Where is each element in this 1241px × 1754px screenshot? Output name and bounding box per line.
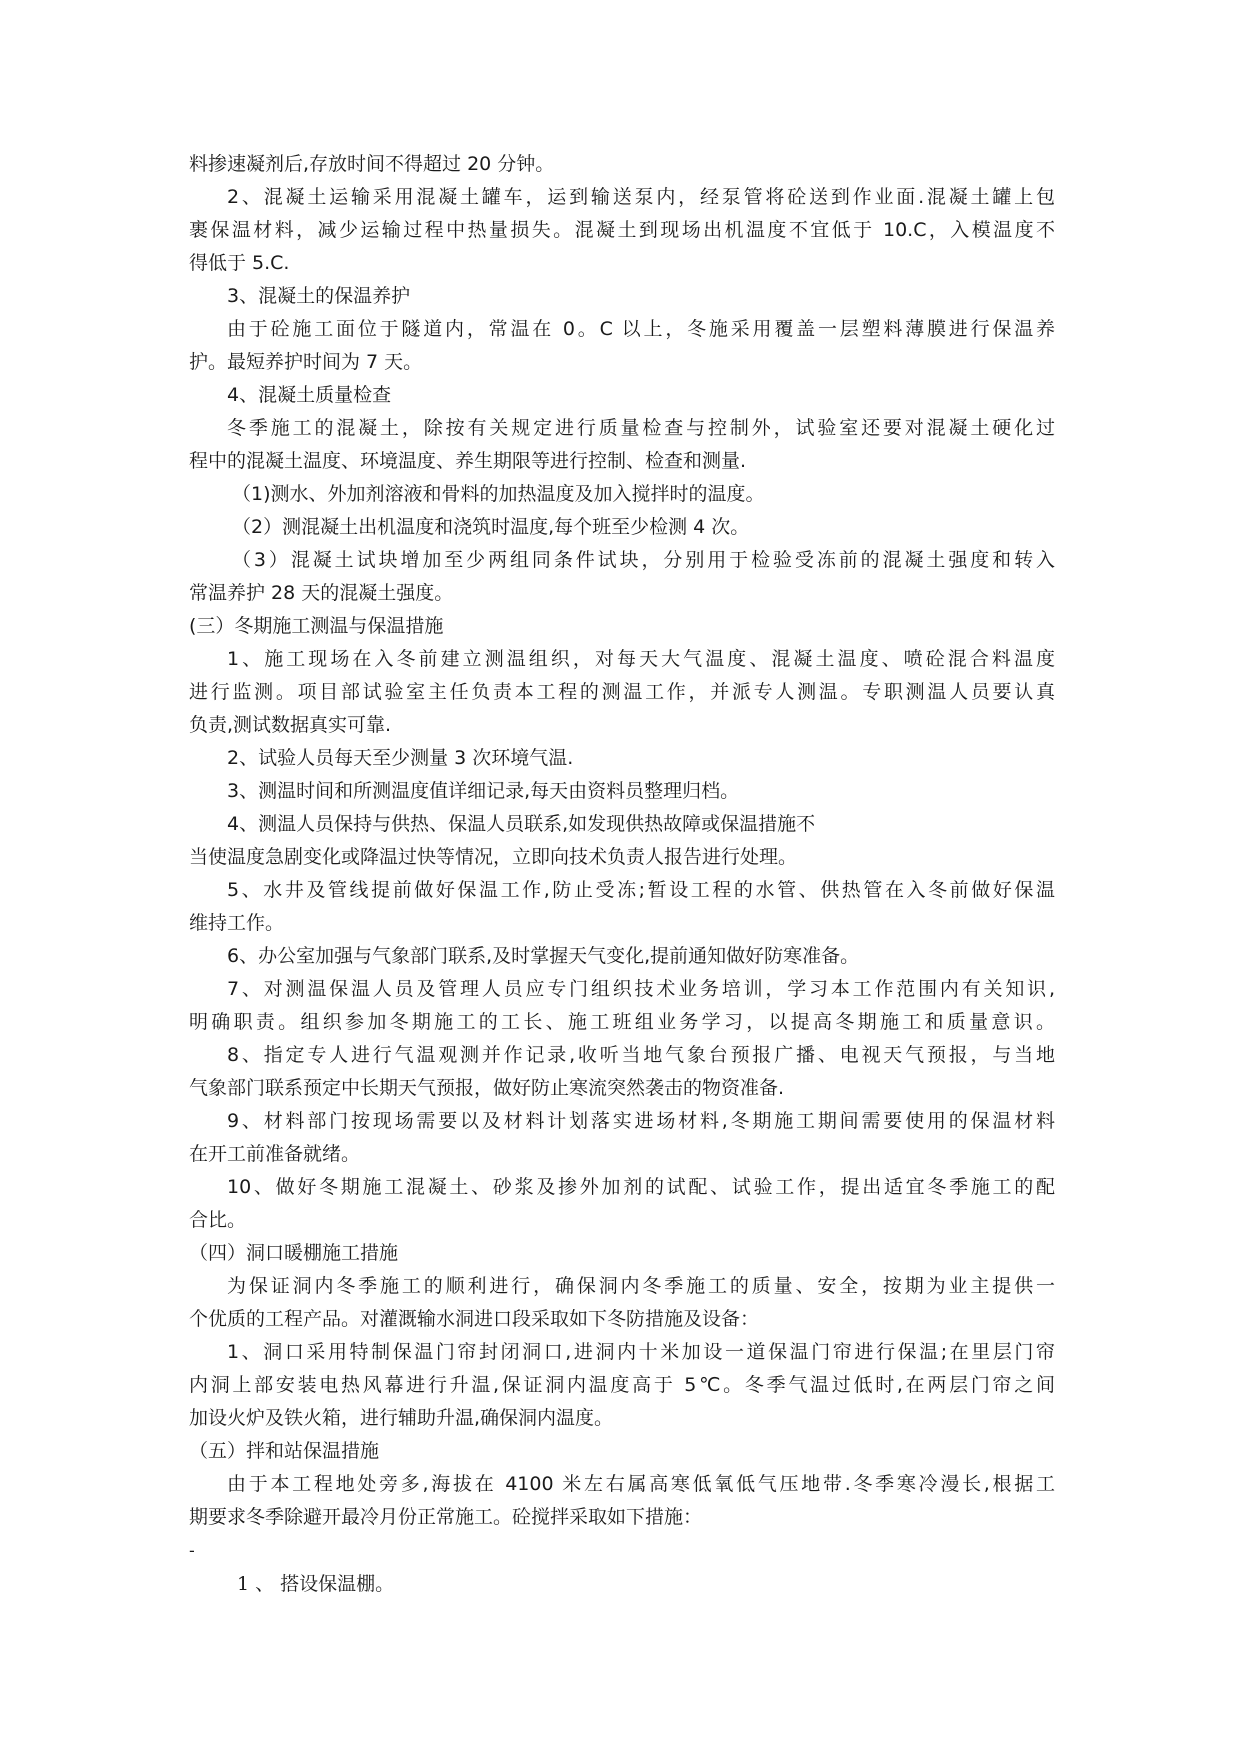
section-heading-three: (三）冬期施工测温与保温措施 xyxy=(189,615,444,637)
text-line-17: 进行监测。项目部试验室主任负责本工程的测温工作，并派专人测温。专职测温人员要认真 xyxy=(189,681,1055,703)
text-line-14: 常温养护 28 天的混凝土强度。 xyxy=(189,582,454,604)
text-line-30: 9、材料部门按现场需要以及材料计划落实进场材料,冬期施工期间需要使用的保温材料 xyxy=(227,1110,1055,1132)
section-heading-4: 4、混凝土质量检查 xyxy=(227,384,392,406)
text-line-26: 7、对测温保温人员及管理人员应专门组织技术业务培训，学习本工作范围内有关知识, xyxy=(227,978,1055,1000)
document-body xyxy=(189,148,1055,1601)
list-item-3: （3）混凝土试块增加至少两组同条件试块，分别用于检验受冻前的混凝土强度和转入 xyxy=(232,549,1055,571)
text-line-4: 得低于 5.C. xyxy=(189,252,290,274)
section-heading-four: （四）洞口暖棚施工措施 xyxy=(189,1242,399,1264)
text-line-38: 内洞上部安装电热风幕进行升温,保证洞内温度高于 5℃。冬季气温过低时,在两层门帘之间 xyxy=(189,1374,1055,1396)
text-line-24: 维持工作。 xyxy=(189,912,285,934)
text-line-42: 期要求冬季除避开最冷月份正常施工。砼搅拌采取如下措施： xyxy=(189,1506,703,1528)
text-line-6: 由于砼施工面位于隧道内，常温在 0。C 以上，冬施采用覆盖一层塑料薄膜进行保温养 xyxy=(227,318,1055,340)
text-line-41: 由于本工程地处旁多,海拔在 4100 米左右属高寒低氧低气压地带.冬季寒冷漫长,根据工 xyxy=(227,1473,1055,1495)
text-line-19: 2、试验人员每天至少测量 3 次环境气温. xyxy=(227,747,574,769)
text-line-31: 在开工前准备就绪。 xyxy=(189,1143,361,1165)
text-line-7: 护。最短养护时间为 7 天。 xyxy=(189,351,423,373)
text-line-37: 1、洞口采用特制保温门帘封闭洞口,进洞内十米加设一道保温门帘进行保温;在里层门帘 xyxy=(227,1341,1055,1363)
list-item-1: （1)测水、外加剂溶液和骨料的加热温度及加入搅拌时的温度。 xyxy=(232,483,765,505)
text-line-29: 气象部门联系预定中长期天气预报，做好防止寒流突然袭击的物资准备. xyxy=(189,1077,785,1099)
text-line-1: 料掺速凝剂后,存放时间不得超过 20 分钟。 xyxy=(189,153,555,175)
dash-mark: - xyxy=(189,1541,195,1560)
text-line-18: 负责,测试数据真实可靠. xyxy=(189,714,392,736)
text-line-9: 冬季施工的混凝土，除按有关规定进行质量检查与控制外，试验室还要对混凝土硬化过 xyxy=(227,417,1055,439)
list-item-build-shed: 1 、 搭设保温棚。 xyxy=(237,1573,395,1595)
text-line-35: 为保证洞内冬季施工的顺利进行，确保洞内冬季施工的质量、安全，按期为业主提供一 xyxy=(227,1275,1055,1297)
text-line-23: 5、水井及管线提前做好保温工作,防止受冻;暂设工程的水管、供热管在入冬前做好保温 xyxy=(227,879,1055,901)
section-heading-3: 3、混凝土的保温养护 xyxy=(227,285,411,307)
text-line-36: 个优质的工程产品。对灌溉输水洞进口段采取如下冬防措施及设备： xyxy=(189,1308,760,1330)
text-line-25: 6、办公室加强与气象部门联系,及时掌握天气变化,提前通知做好防寒准备。 xyxy=(227,945,860,967)
section-heading-five: （五）拌和站保温措施 xyxy=(189,1440,380,1462)
text-line-10: 程中的混凝土温度、环境温度、养生期限等进行控制、检查和测量. xyxy=(189,450,747,472)
text-line-16: 1、施工现场在入冬前建立测温组织，对每天大气温度、混凝土温度、喷砼混合料温度 xyxy=(227,648,1055,670)
text-line-32: 10、做好冬期施工混凝土、砂浆及掺外加剂的试配、试验工作，提出适宜冬季施工的配 xyxy=(227,1176,1055,1198)
text-line-28: 8、指定专人进行气温观测并作记录,收听当地气象台预报广播、电视天气预报，与当地 xyxy=(227,1044,1055,1066)
text-line-22: 当使温度急剧变化或降温过快等情况，立即向技术负责人报告进行处理。 xyxy=(189,846,798,868)
text-line-2: 2、混凝土运输采用混凝土罐车，运到输送泵内，经泵管将砼送到作业面.混凝土罐上包 xyxy=(227,186,1055,208)
text-line-21: 4、测温人员保持与供热、保温人员联系,如发现供热故障或保温措施不 xyxy=(227,813,816,835)
text-line-20: 3、测温时间和所测温度值详细记录,每天由资料员整理归档。 xyxy=(227,780,740,802)
text-line-33: 合比。 xyxy=(189,1209,247,1231)
text-line-27: 明确职责。组织参加冬期施工的工长、施工班组业务学习，以提高冬期施工和质量意识。 xyxy=(189,1011,1055,1033)
text-line-3: 裹保温材料，减少运输过程中热量损失。混凝土到现场出机温度不宜低于 10.C，入模温度不 xyxy=(189,219,1055,241)
list-item-2: （2）测混凝土出机温度和浇筑时温度,每个班至少检测 4 次。 xyxy=(232,516,750,538)
text-line-39: 加设火炉及铁火箱，进行辅助升温,确保洞内温度。 xyxy=(189,1407,614,1429)
